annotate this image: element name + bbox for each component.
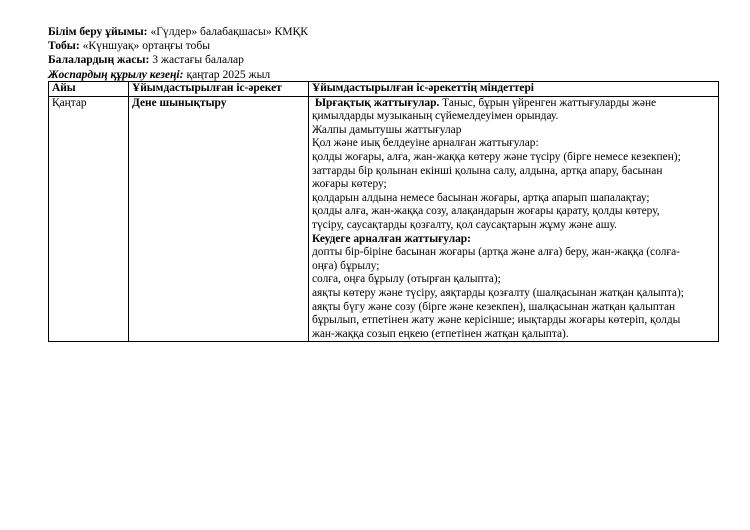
org-line <box>48 25 728 39</box>
period-value: қаңтар 2025 жыл <box>186 67 271 81</box>
org-label: Білім беру ұйымы: <box>48 25 148 38</box>
month-cell: Қаңтар <box>49 96 129 342</box>
period-label: Жоспардың құрылу кезеңі: <box>48 67 184 81</box>
task-line: бұрылып, етпетінен жату және керісінше; иықтарды жоғары көтеріп, қолды <box>312 314 681 327</box>
task-line: заттарды бір қолынан екінші қолына салу, алдына, артқа апару, басынан <box>312 164 663 177</box>
task-line: жан-жаққа созып еңкею (етпетінен жатқан қалыпта). <box>312 327 569 340</box>
task-line: түсіру, саусақтарды қозғалту, қол саусақтарын жұму және ашу. <box>312 218 617 231</box>
task-line: солға, оңға бұрылу (отырған қалыпта); <box>312 273 501 286</box>
task-line <box>312 97 715 111</box>
task-line: қолды жоғары, алға, жан-жаққа көтеру және түсіру (бірге немесе кезекпен); <box>312 150 681 163</box>
task-subheading-general: Жалпы дамытушы жаттығулар <box>312 123 462 136</box>
table-header-row <box>49 82 719 97</box>
task-line: қолды алға, жан-жаққа созу, алақандарын жоғары қарату, қолды көтеру, <box>312 205 660 218</box>
group-value: «Күншуақ» ортаңғы тобы <box>82 39 211 53</box>
task-line: қимылдарды музыканың сүйемелдеуімен орындау. <box>312 110 559 123</box>
task-heading-chest: Кеудеге арналған жаттығулар: <box>312 232 471 245</box>
plan-header <box>48 25 728 82</box>
task-line: аяқты бүгу және созу (бірге және кезекпен), шалқасынан жатқан қалыптан <box>312 300 676 313</box>
group-label: Тобы: <box>48 39 80 53</box>
age-value: 3 жастағы балалар <box>152 53 244 67</box>
tasks-cell <box>309 96 719 342</box>
org-value: «Гүлдер» балабақшасы» КМҚК <box>150 25 309 38</box>
task-line: жоғары көтеру; <box>312 178 387 191</box>
age-label: Балалардың жасы: <box>48 53 150 67</box>
period-line <box>48 68 728 82</box>
column-header-month: Айы <box>49 82 129 97</box>
task-line: допты бір-біріне басынан жоғары (артқа және алға) беру, жан-жаққа (солға- <box>312 246 680 259</box>
task-line: қолдарын алдына немесе басынан жоғары, артқа апарып шапалақтау; <box>312 191 650 204</box>
column-header-tasks: Ұйымдастырылған іс-әрекеттің міндеттері <box>309 82 719 97</box>
group-line <box>48 39 728 53</box>
task-heading-rhythmic: Ырғақтық жаттығулар. <box>314 96 440 109</box>
task-line: оңға) бұрылу; <box>312 259 380 272</box>
activity-cell: Дене шынықтыру <box>129 96 309 342</box>
task-subheading-arms: Қол және иық белдеуіне арналған жаттығулар: <box>312 137 539 150</box>
task-line: аяқты көтеру және түсіру, аяқтарды қозғалту (шалқасынан жатқан қалыпта); <box>312 286 684 299</box>
table-row <box>49 96 719 342</box>
age-line <box>48 53 728 67</box>
column-header-activity: Ұйымдастырылған іс-әрекет <box>129 82 309 97</box>
task-text: Таныс, бұрын үйренген жаттығуларды және <box>439 96 657 109</box>
plan-table <box>48 81 719 342</box>
